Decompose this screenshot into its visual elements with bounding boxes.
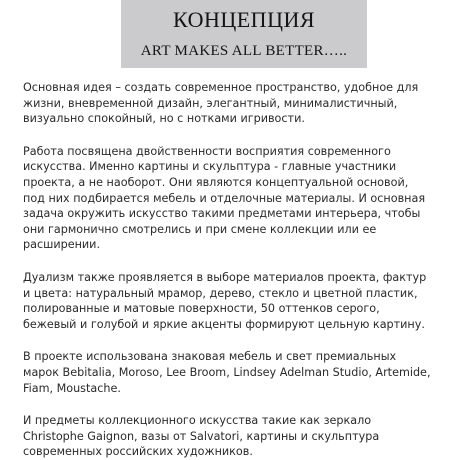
page-title: КОНЦЕПЦИЯ: [172, 7, 316, 32]
paragraph-art-duality: Работа посвящена двойственности восприятия современного искусства. Именно картины и скульптура - главные участники проекта, а не наоборот. Они являются концептуальной основой, под них подбирается мебель и отделочные материалы. И основная задача окружить искусство такими предметами интерьера, чтобы они гармонично смотрелись и при смене коллекции или ее расширении.: [23, 144, 426, 252]
paragraph-main-idea: Основная идея – создать современное пространство, удобное для жизни, вневременной дизайн, элегантный, минималистичный, визуально спокойный, но с нотками игривости.: [23, 81, 419, 126]
paragraph-materials: Дуализм также проявляется в выборе материалов проекта, фактур и цвета: натуральный мрамор, дерево, стекло и цветной пластик, полированные и матовые поверхности, 50 оттенков серого, бежевый и голубой и яркие акценты формируют цельную картину.: [23, 270, 427, 331]
page-subtitle: ART MAKES ALL BETTER…..: [140, 43, 348, 59]
title-banner: [121, 0, 367, 68]
paragraph-brands: В проекте использована знаковая мебель и свет премиальных марок Bebitalia, Moroso, Lee Broom, Lindsey Adelman Studio, Artemide, Fiam, Moustache.: [23, 350, 431, 395]
concept-text: [23, 80, 433, 460]
paragraph-collectible-art: И предметы коллекционного искусства такие как зеркало Christophe Gaignon, вазы от Salvatori, картины и скульптура современных российских художников.: [23, 414, 380, 459]
